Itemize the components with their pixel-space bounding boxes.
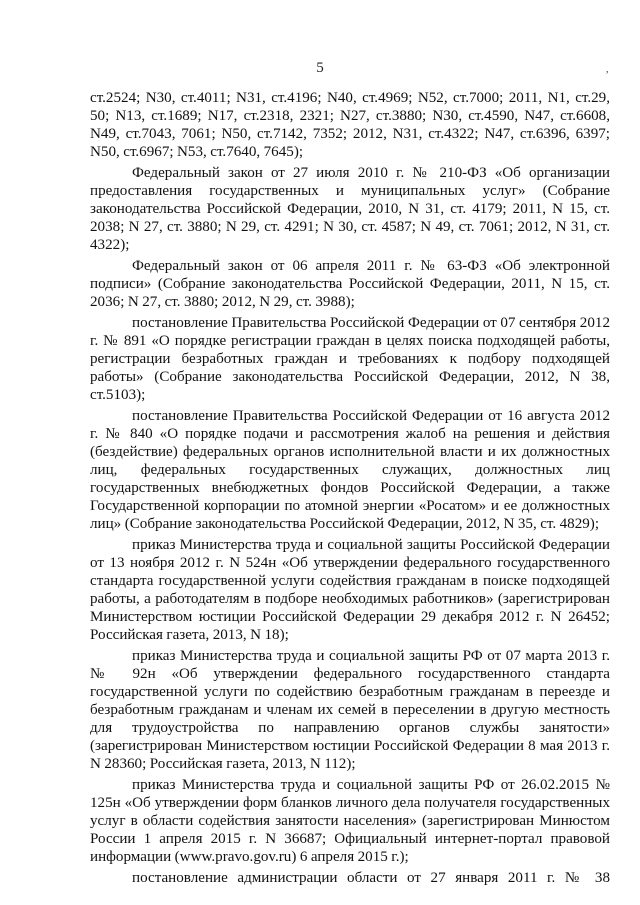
paragraph-order-125n: приказ Министерства труда и социальной защиты РФ от 26.02.2015 № 125н «Об утверждении форм бланков личного дела получателя государственных услуг в области содействия занятости населения» (зарегистрирован Минюстом России 1 апреля 2015 г. N 36687; Официальный интернет-портал правовой информации (www.pravo.gov.ru) 6 апреля 2015 г.); <box>90 777 610 865</box>
paragraph-order-524n: приказ Министерства труда и социальной защиты Российской Федерации от 13 ноября 2012 г. N 524н «Об утверждении федерального государственного стандарта государственной услуги содействия гражданам в поиске подходящей работы, а работодателям в подборе необходимых работников» (зарегистрирован Министерством юстиции Российской Федерации 29 декабря 2012 г. N 26452; Российская газета, 2013, N 18); <box>90 537 610 643</box>
page-number: 5 <box>316 60 324 76</box>
paragraph-government-resolution-891: постановление Правительства Российской Федерации от 07 сентября 2012 г. № 891 «О порядке регистрации граждан в целях поиска подходящей работы, регистрации безработных граждан и требованиях к подбору подходящей работы» (Собрание законодательства Российской Федерации, 2012, N 38, ст.5103); <box>90 315 610 403</box>
paragraph-government-resolution-840: постановление Правительства Российской Федерации от 16 августа 2012 г. № 840 «О порядке подачи и рассмотрения жалоб на решения и действия (бездействие) федеральных органов исполнительной власти и их должностных лиц, федеральных государственных служащих, должностных лиц государственных внебюджетных фондов Российской Федерации, а также Государственной корпорации по атомной энергии «Росатом» и ее должностных лиц» (Собрание законодательства Российской Федерации, 2012, N 35, ст. 4829); <box>90 408 610 532</box>
paragraph-federal-law-63fz: Федеральный закон от 06 апреля 2011 г. № 63-ФЗ «Об электронной подписи» (Собрание законодательства Российской Федерации, 2011, N 15, ст. 2036; N 27, ст. 3880; 2012, N 29, ст. 3988); <box>90 258 610 310</box>
document-body <box>90 90 610 891</box>
corner-mark: , <box>606 64 609 75</box>
paragraph-federal-law-210fz: Федеральный закон от 27 июля 2010 г. № 210-ФЗ «Об организации предоставления государственных и муниципальных услуг» (Собрание законодательства Российской Федерации, 2010, N 31, ст. 4179; 2011, N 15, ст. 2038; N 27, ст. 3880; N 29, ст. 4291; N 30, ст. 4587; N 49, ст. 7061; 2012, N 31, ст. 4322); <box>90 165 610 253</box>
paragraph-continuation: ст.2524; N30, ст.4011; N31, ст.4196; N40, ст.4969; N52, ст.7000; 2011, N1, ст.29, 50; N13, ст.1689; N17, ст.2318, 2321; N27, ст.3880; N30, ст.4590, N47, ст.6608, N49, ст.7043, 7061; N50, ст.7142, 7352; 2012, N31, ст.4322; N47, ст.6396, 6397; N50, ст.6967; N53, ст.7640, 7645); <box>90 90 610 160</box>
paragraph-order-92n: приказ Министерства труда и социальной защиты РФ от 07 марта 2013 г. № 92н «Об утверждении федерального государственного стандарта государственной услуги по содействию безработным гражданам в переезде и безработным гражданам и членам их семей в переселении в другую местность для трудоустройства по направлению органов службы занятости» (зарегистрирован Министерством юстиции Российской Федерации 8 мая 2013 г. N 28360; Российская газета, 2013, N 112); <box>90 648 610 772</box>
paragraph-regional-resolution-38: постановление администрации области от 27 января 2011 г. № 38 <box>132 870 610 887</box>
